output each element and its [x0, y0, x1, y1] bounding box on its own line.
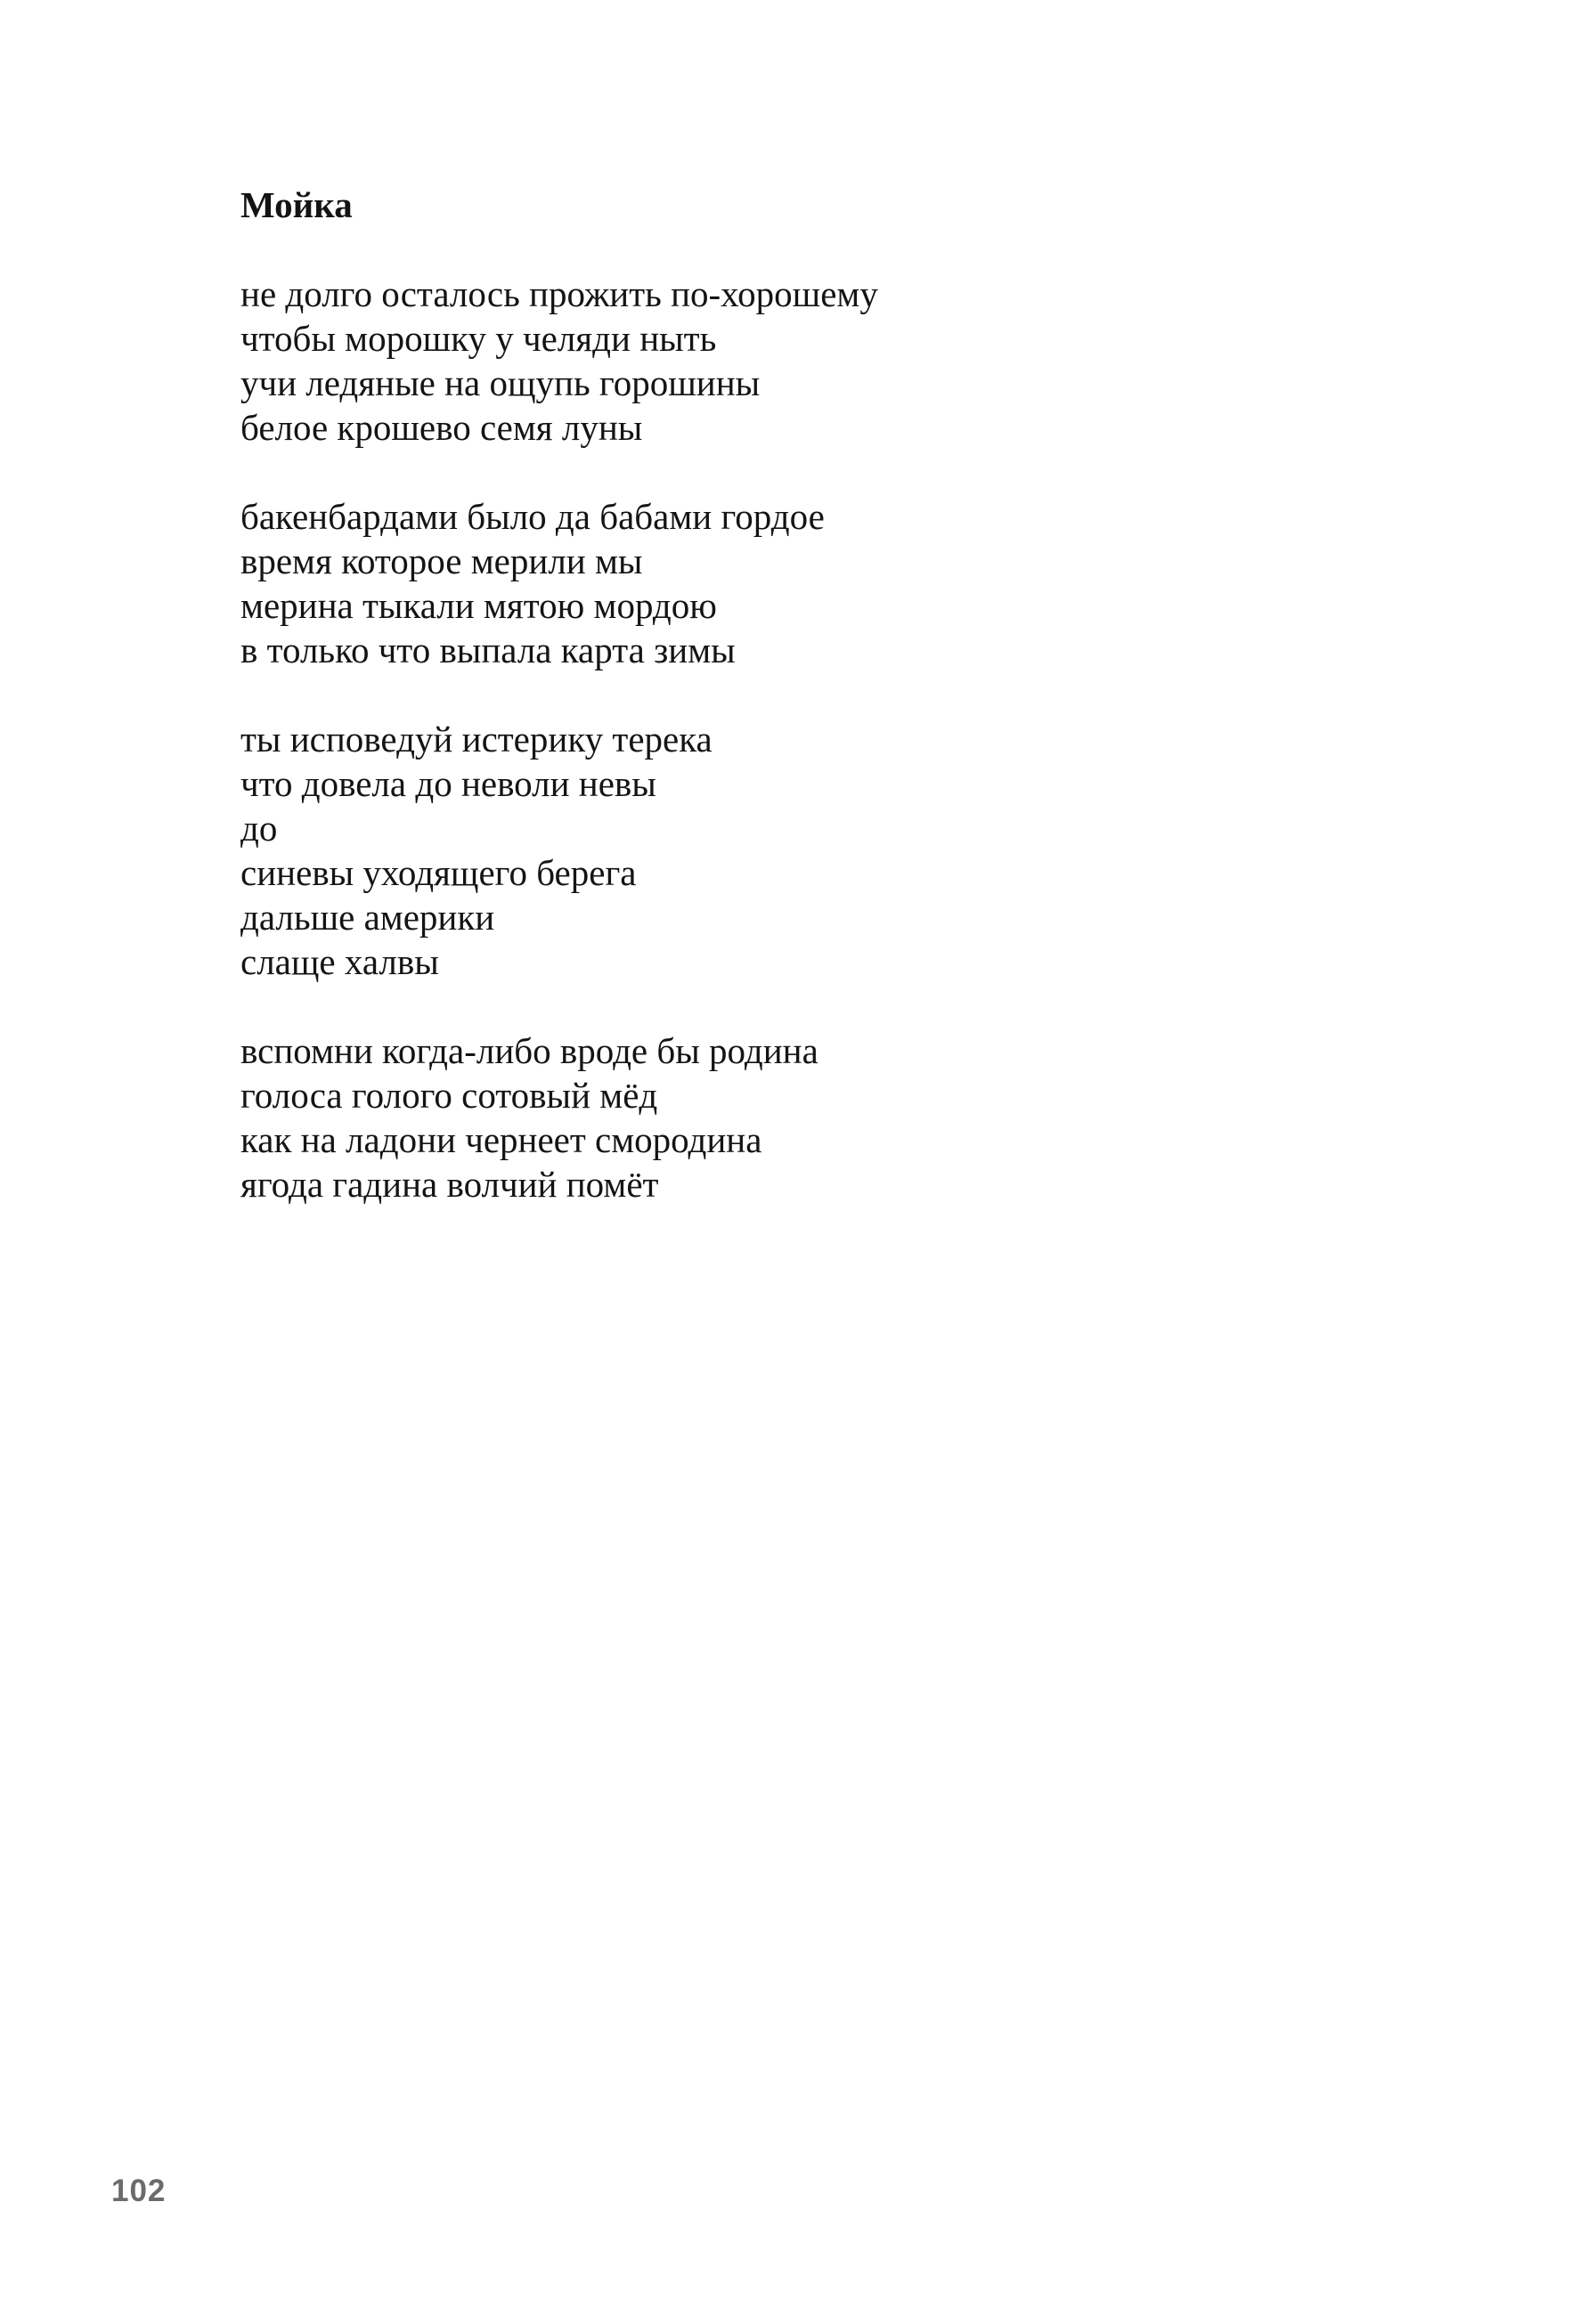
poem-line: ты исповедуй истерику терека: [240, 719, 713, 760]
poem-line: бакенбардами было да бабами гордое: [240, 496, 825, 537]
page-number: 102: [111, 2174, 167, 2208]
poem-line: не долго осталось прожить по-хорошему: [240, 273, 878, 314]
poem-line: ягода гадина волчий помёт: [240, 1164, 659, 1205]
poem-line: что довела до неволи невы: [240, 763, 656, 804]
poem-line: голоса голого сотовый мёд: [240, 1075, 658, 1116]
stanza-2: [240, 494, 1398, 672]
poem-line: белое крошево семя луны: [240, 407, 643, 448]
poem-line: вспомни когда-либо вроде бы родина: [240, 1030, 818, 1071]
poem-line: синевы уходящего берега: [240, 852, 637, 893]
poem-line: слаще халвы: [240, 941, 439, 982]
poem-title: Мойка: [240, 184, 353, 225]
poem-line: учи ледяные на ощупь горошины: [240, 362, 761, 403]
poem-line: в только что выпала карта зимы: [240, 630, 736, 670]
poem-line: дальше америки: [240, 897, 495, 938]
poem-line: чтобы морошку у челяди ныть: [240, 318, 717, 359]
stanza-4: [240, 1028, 1398, 1207]
stanza-3: [240, 717, 1398, 984]
poem-line: до: [240, 808, 278, 849]
poem-line: как на ладони чернеет смородина: [240, 1119, 762, 1160]
stanza-1: [240, 272, 1398, 450]
poem-line: мерина тыкали мятою мордою: [240, 585, 717, 626]
poem: [240, 183, 1398, 1251]
poem-line: время которое мерили мы: [240, 540, 643, 581]
